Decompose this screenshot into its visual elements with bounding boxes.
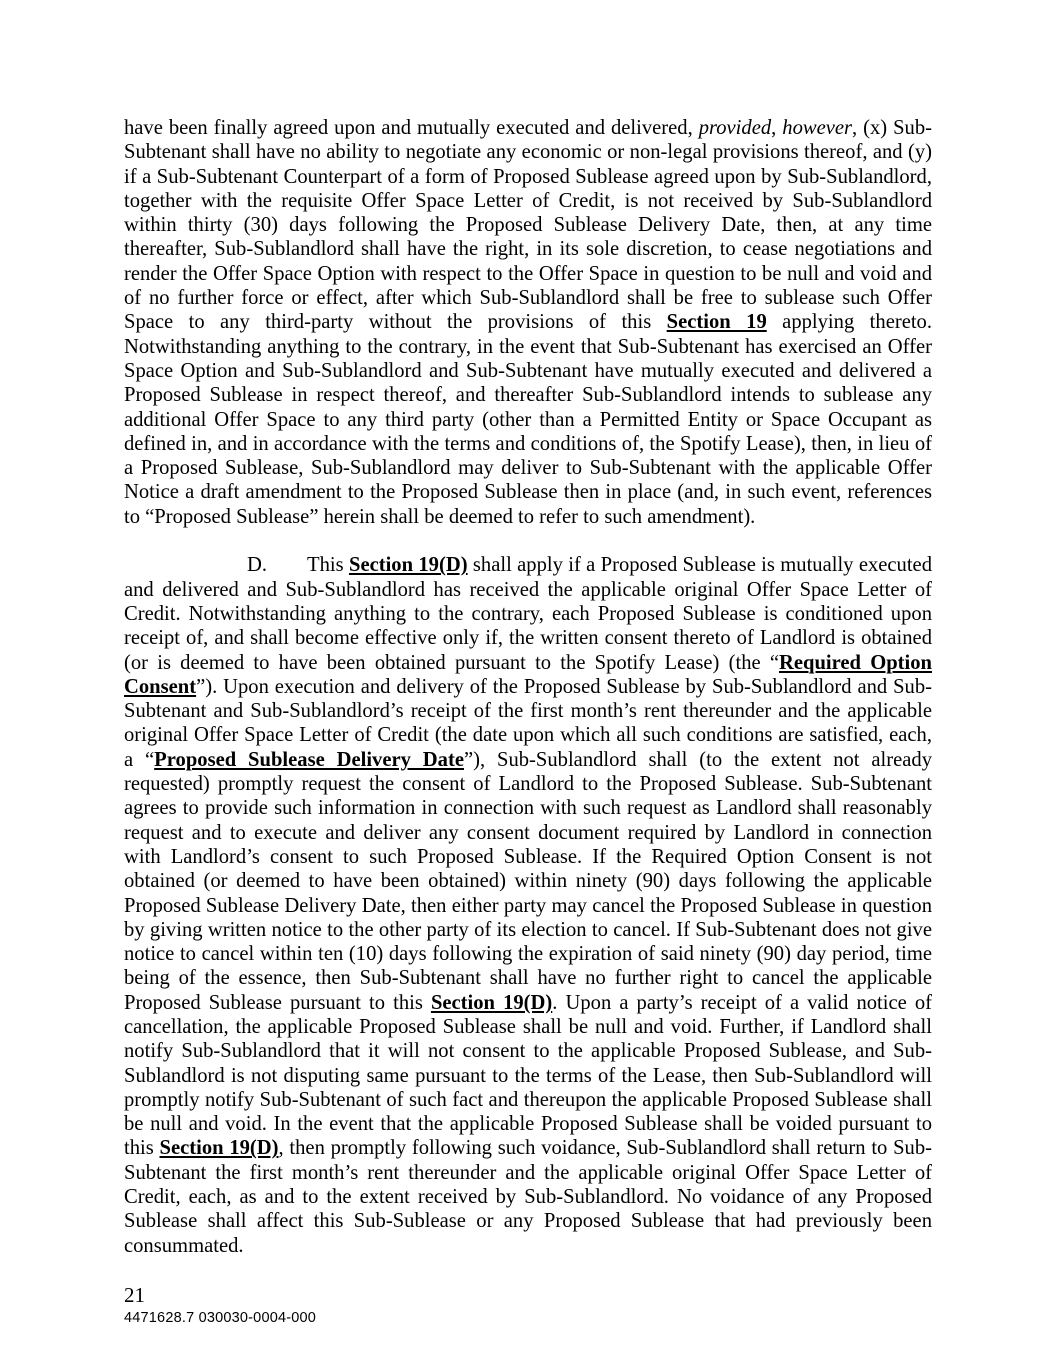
tab-spacer [124,570,247,571]
section-19d-paragraph [124,553,932,1258]
defined-term: Section 19 [666,311,767,334]
text-run: D. [247,554,268,577]
document-id: 4471628.7 030030-0004-000 [124,1310,317,1326]
italic-text: however [782,117,853,139]
defined-term: Section 19(D) [430,991,553,1014]
page-footer [124,1283,316,1327]
defined-term: Section 19(D) [348,554,468,577]
text-run: ”), Sub-Sublandlord shall (to the extent not already requested) promptly request the consent of Landlord to the Proposed Sublease. Sub-Subtenant agrees to provide such information in connection with such request as Landlord shall reasonably request and to execute and deliver any consent document required by Landlord in connection with Landlord’s consent to such Proposed Sublease. If the Required Option Consent is not obtained (or deemed to have been obtained) within ninety (90) days following the applicable Proposed Sublease Delivery Date, then either party may cancel the Proposed Sublease in question by giving written notice to the other party of its election to cancel. If Sub-Subtenant does not give notice to cancel within ten (10) days following the expiration of said ninety (90) day period, time being of the essence, then Sub-Subtenant shall have no further right to cancel the applicable Proposed Sublease pursuant to this [124,748,933,1014]
italic-text: provided [698,117,772,139]
defined-term: Section 19(D) [159,1137,279,1160]
page-number: 21 [124,1283,145,1307]
continuation-paragraph [124,116,932,529]
text-run: applying thereto. Notwithstanding anything to the contrary, in the event that Sub-Subtenant has exercised an Offer Space Option and Sub-Sublandlord and Sub-Subtenant have mutually executed and delivered a Proposed Sublease in respect thereof, and thereafter Sub-Sublandlord intends to sublease any additional Offer Space to any third party (other than a Permitted Entity or Space Occupant as defined in, and in accordance with the terms and conditions of, the Spotify Lease), then, in lieu of a Proposed Sublease, Sub-Sublandlord may deliver to Sub-Subtenant with the applicable Offer Notice a draft amendment to the Proposed Sublease then in place (and, in such event, references to “Proposed Sublease” herein shall be deemed to refer to such amendment). [124,311,932,528]
document-body [124,116,932,1258]
text-run: , (x) Sub-Subtenant shall have no ability to negotiate any economic or non-legal provisions thereof, and (y) if a Sub-Subtenant Counterpart of a form of Proposed Sublease agreed upon by Sub-Sublandlord, together with the requisite Offer Space Letter of Credit, is not received by Sub-Sublandlord within thirty (30) days following the Proposed Sublease Delivery Date, then, at any time thereafter, Sub-Sublandlord shall have the right, in its sole discretion, to cease negotiations and render the Offer Space Option with respect to the Offer Space in question to be null and void and of no further force or effect, after which Sub-Sublandlord shall be free to sublease such Offer Space to any third-party without the provisions of this [124,117,932,334]
tab-spacer [267,570,307,571]
defined-term: Proposed Sublease Delivery Date [154,748,464,771]
text-run: , [771,117,783,139]
text-run: ”). Upon execution and delivery of the Proposed Sublease by Sub-Sublandlord and Sub-Subtenant and Sub-Sublandlord’s receipt of the first month’s rent thereunder and the applicable original Offer Space Letter of Credit (the date upon which all such conditions are satisfied, each, a “ [124,675,932,771]
text-run: This [307,554,349,577]
text-run: , then promptly following such voidance, Sub-Sublandlord shall return to Sub-Subtenant the first month’s rent thereunder and the applicable original Offer Space Letter of Credit, each, as and to the extent received by Sub-Sublandlord. No voidance of any Proposed Sublease shall affect this Sub-Sublease or any Proposed Sublease that had previously been consummated. [124,1137,932,1257]
defined-term: Required Option Consent [124,651,932,698]
text-run: . Upon a party’s receipt of a valid notice of cancellation, the applicable Proposed Sublease shall be null and void. Further, if Landlord shall notify Sub-Sublandlord that it will not consent to the applicable Proposed Sublease, and Sub-Sublandlord is not disputing same pursuant to the terms of the Lease, then Sub-Sublandlord will promptly notify Sub-Subtenant of such fact and thereupon the applicable Proposed Sublease shall be null and void. In the event that the applicable Proposed Sublease shall be voided pursuant to this [124,991,933,1160]
text-run: have been finally agreed upon and mutually executed and delivered, [124,117,699,139]
text-run: shall apply if a Proposed Sublease is mutually executed and delivered and Sub-Sublandlord has received the applicable original Offer Space Letter of Credit. Notwithstanding anything to the contrary, each Proposed Sublease is conditioned upon receipt of, and shall become effective only if, the written consent thereto of Landlord is obtained (or is deemed to have been obtained pursuant to the Spotify Lease) (the “ [124,554,932,674]
